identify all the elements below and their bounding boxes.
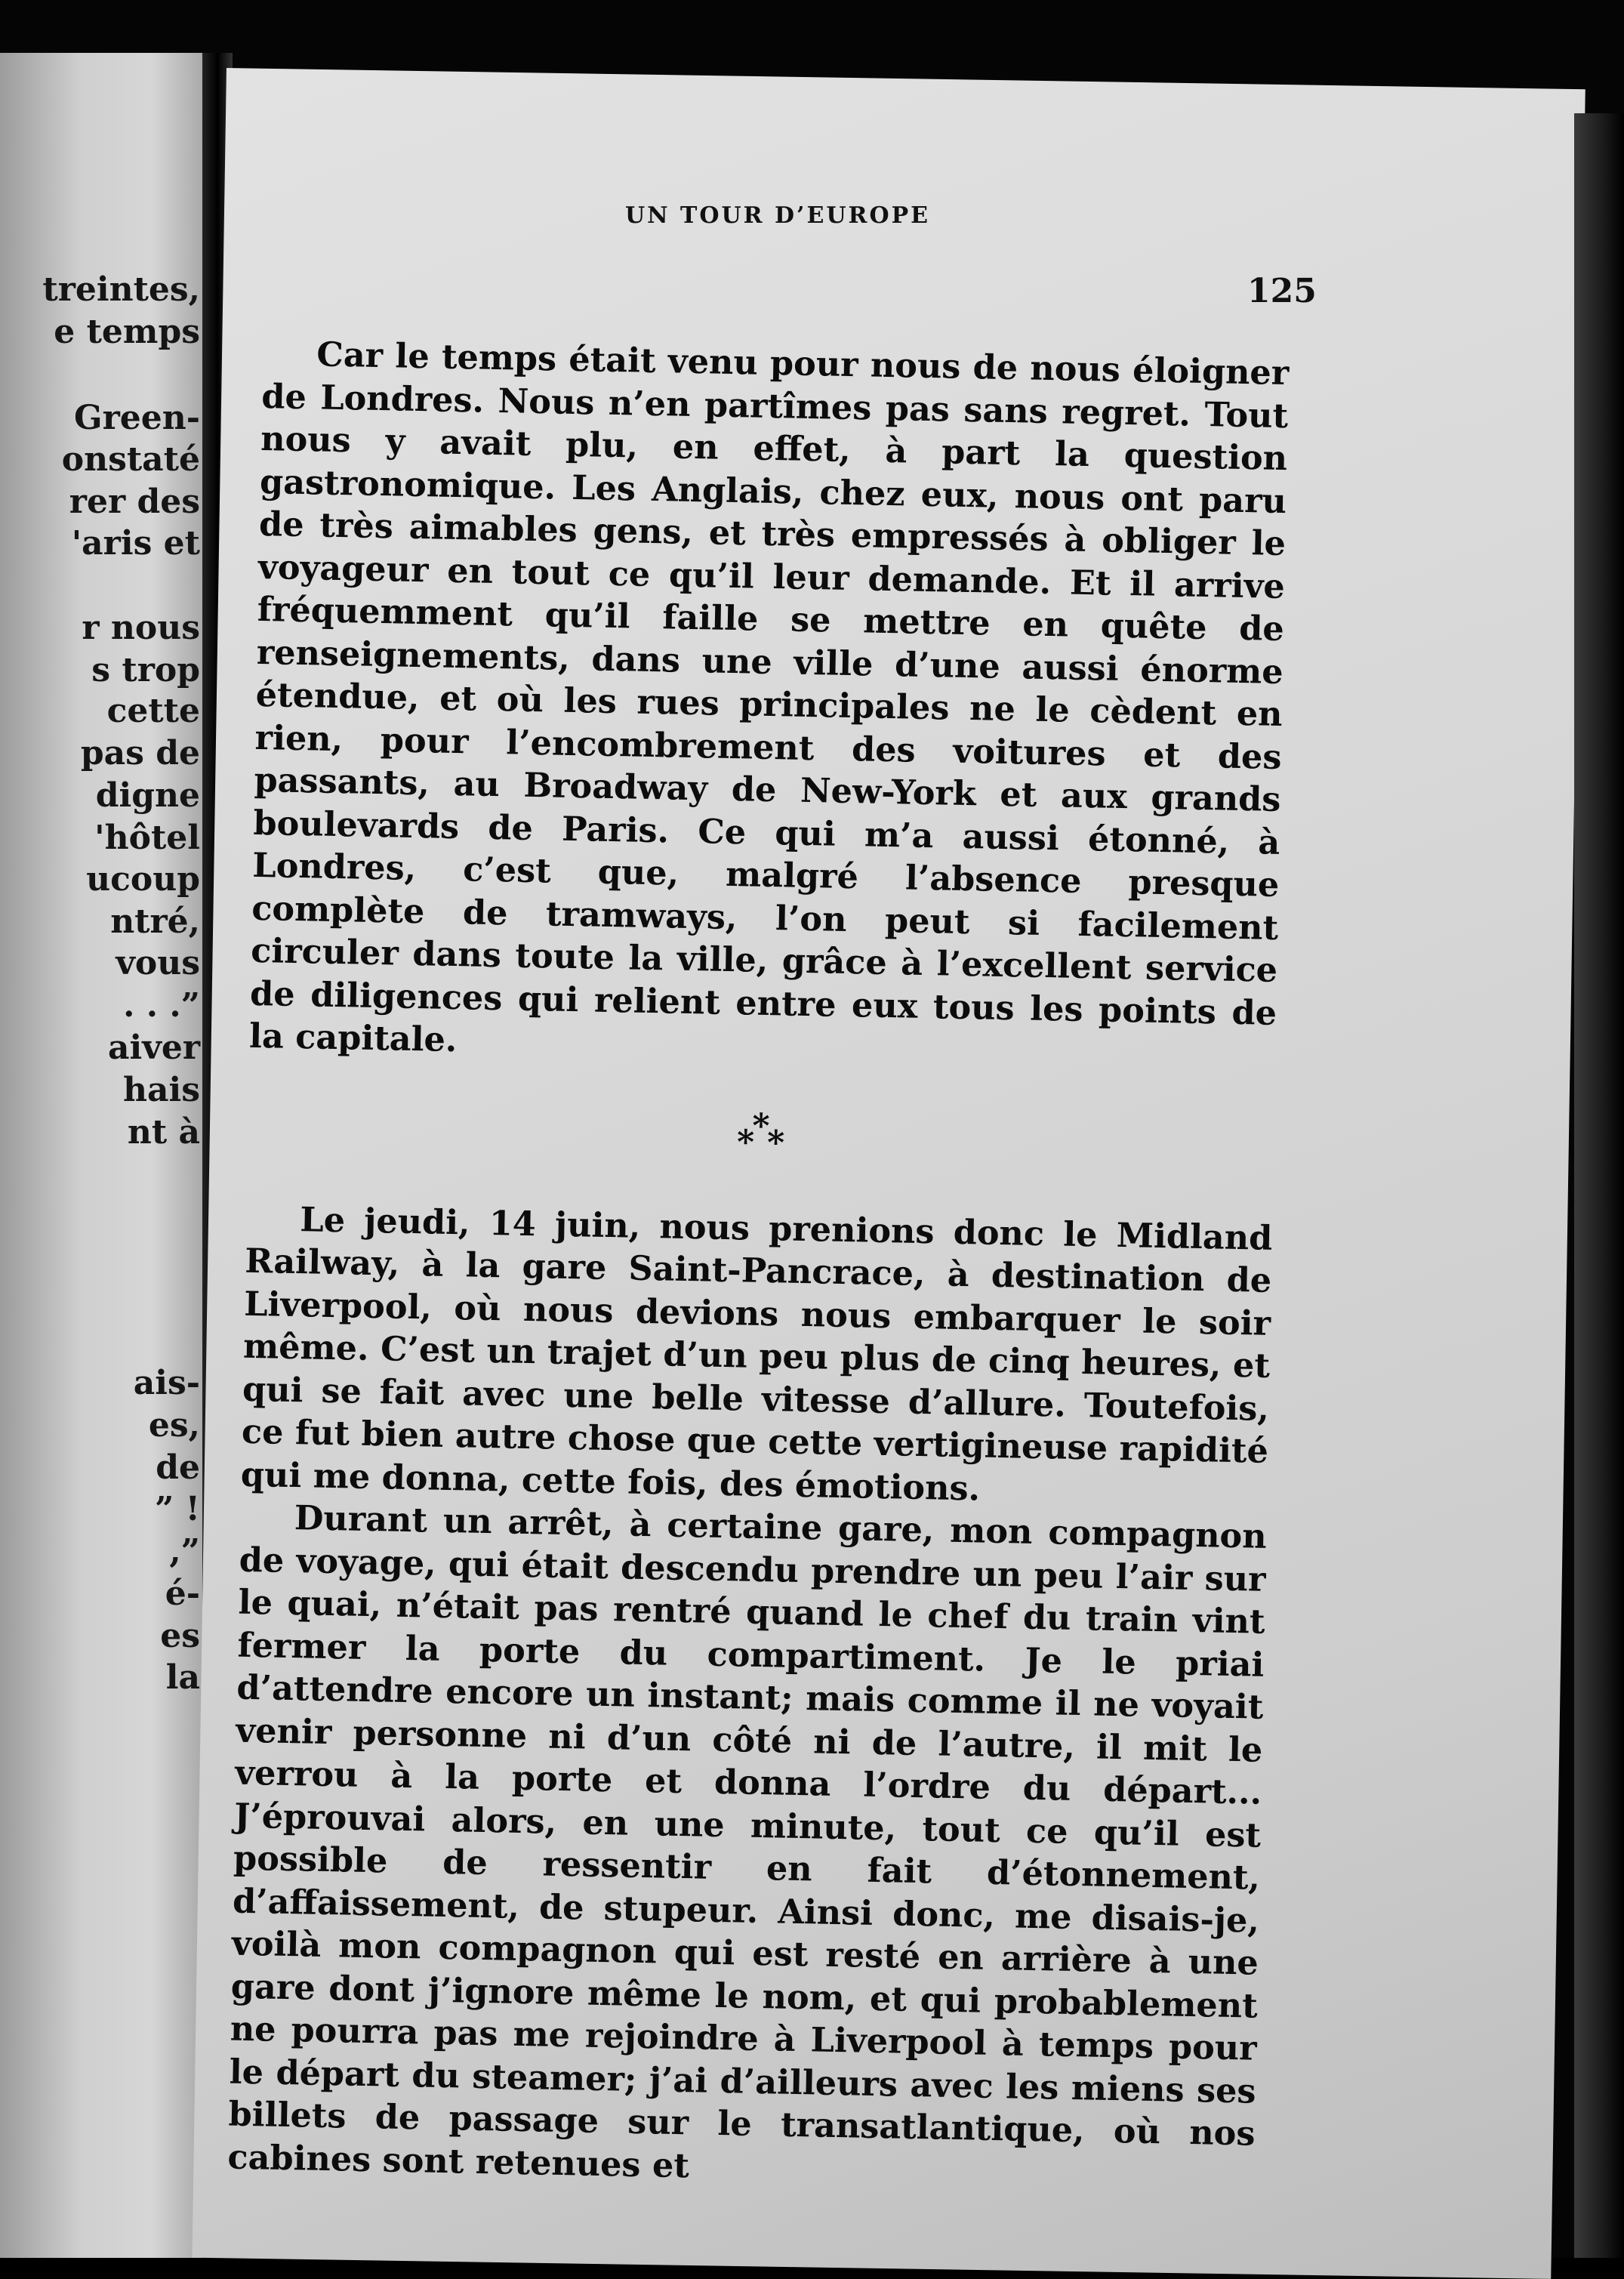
left-page-line: de <box>156 1448 200 1487</box>
paragraph-3: Durant un arrêt, à certaine gare, mon compagnon de voyage, qui était descendu prendre un peu l’air sur le quai, n’était pas rentré quand le chef du train vint fermer la porte du compartiment. Je le priai d’attendre encore un instant; mais comme il ne voyait venir personne ni d’un côté ni de l’autre, il mit le verrou à la porte et donna l’ordre du départ... J’éprouvai alors, en une minute, tout ce qu’il est possible de ressentir en fait d’étonnement, d’affaissement, de stupeur. Ainsi donc, me disais-je, voilà mon compagnon qui est resté en arrière à une gare dont j’ignore même le nom, et qui probablement ne pourra pas me rejoindre à Liverpool à temps pour le départ du steamer; j’ai d’ailleurs avec les miens ses billets de passage sur le transatlantique, où nos cabines sont retenues et <box>227 1498 1268 2185</box>
left-page-line: hais <box>123 1071 200 1109</box>
left-page-line: ” ! <box>155 1490 200 1528</box>
left-page-line: onstaté <box>61 440 200 479</box>
running-head: UN TOUR D’EUROPE <box>625 202 931 229</box>
left-page-line: treintes, <box>42 270 200 309</box>
left-page-line: es, <box>148 1406 200 1445</box>
left-page-line: r nous <box>82 609 200 647</box>
left-page-line: pas de <box>80 734 200 773</box>
left-page-line: ucoup <box>86 860 200 899</box>
left-page-line: Green- <box>74 399 200 437</box>
left-page-line: ais- <box>133 1364 200 1402</box>
left-page-fragment <box>0 53 202 2258</box>
left-page-line: aiver <box>108 1028 200 1067</box>
asterism-divider <box>247 1106 1274 1175</box>
asterism-star-right: * <box>766 1123 785 1162</box>
page-edge-shadow <box>1574 113 1624 2258</box>
left-page-line: e temps <box>54 313 200 351</box>
left-page-line: s trop <box>91 651 200 689</box>
page-number: 125 <box>1247 272 1317 310</box>
left-page-line: ntré, <box>110 902 200 941</box>
left-page-line: 'aris et <box>71 524 200 563</box>
asterism-star-left: * <box>736 1122 755 1162</box>
left-page-line: é- <box>165 1574 200 1613</box>
left-page-line: . . .” <box>123 986 200 1025</box>
left-page-line: la <box>165 1658 200 1697</box>
left-page-line: digne <box>95 776 200 815</box>
left-page-line: cette <box>106 692 200 730</box>
asterism-star-top: * <box>751 1106 770 1146</box>
paragraph-2: Le jeudi, 14 juin, nous prenions donc le Midland Railway, à la gare Saint-Pancrace, à destination de Liverpool, où nous devions nous embarquer le soir même. C’est un trajet d’un peu plus de cinq heures, et qui se fait avec une belle vitesse d’allure. Toutefois, ce fut bien autre chose que cette vertigineuse rapidité qui me donna, cette fois, des émotions. <box>240 1199 1273 1509</box>
left-page-line: es <box>160 1617 200 1655</box>
left-page-line: vous <box>116 944 200 982</box>
left-page-line: ,” <box>169 1532 200 1571</box>
left-page-line: 'hôtel <box>94 819 200 857</box>
left-page-line: rer des <box>69 483 200 521</box>
paragraph-1: Car le temps était venu pour nous de nous éloigner de Londres. Nous n’en partîmes pas sans regret. Tout nous y avait plu, en effet, à part la question gastronomique. Les Anglais, chez eux, nous ont paru de très aimables gens, et très empressés à obliger le voyageur en tout ce qu’il leur demande. Et il arrive fréquemment qu’il faille se mettre en quête de renseignements, dans une ville d’une aussi énorme étendue, et où les rues principales ne le cèdent en rien, pour l’encombrement des voitures et des passants, au Broadway de New-York et aux grands boulevards de Paris. Ce qui m’a aussi étonné, à Londres, c’est que, malgré l’absence presque complète de tramways, l’on peut si facilement circuler dans toute la ville, grâce à l’excellent service de diligences qui relient entre eux tous les points de la capitale. <box>248 335 1290 1060</box>
body-text <box>227 332 1290 2198</box>
left-page-line: nt à <box>127 1113 200 1152</box>
